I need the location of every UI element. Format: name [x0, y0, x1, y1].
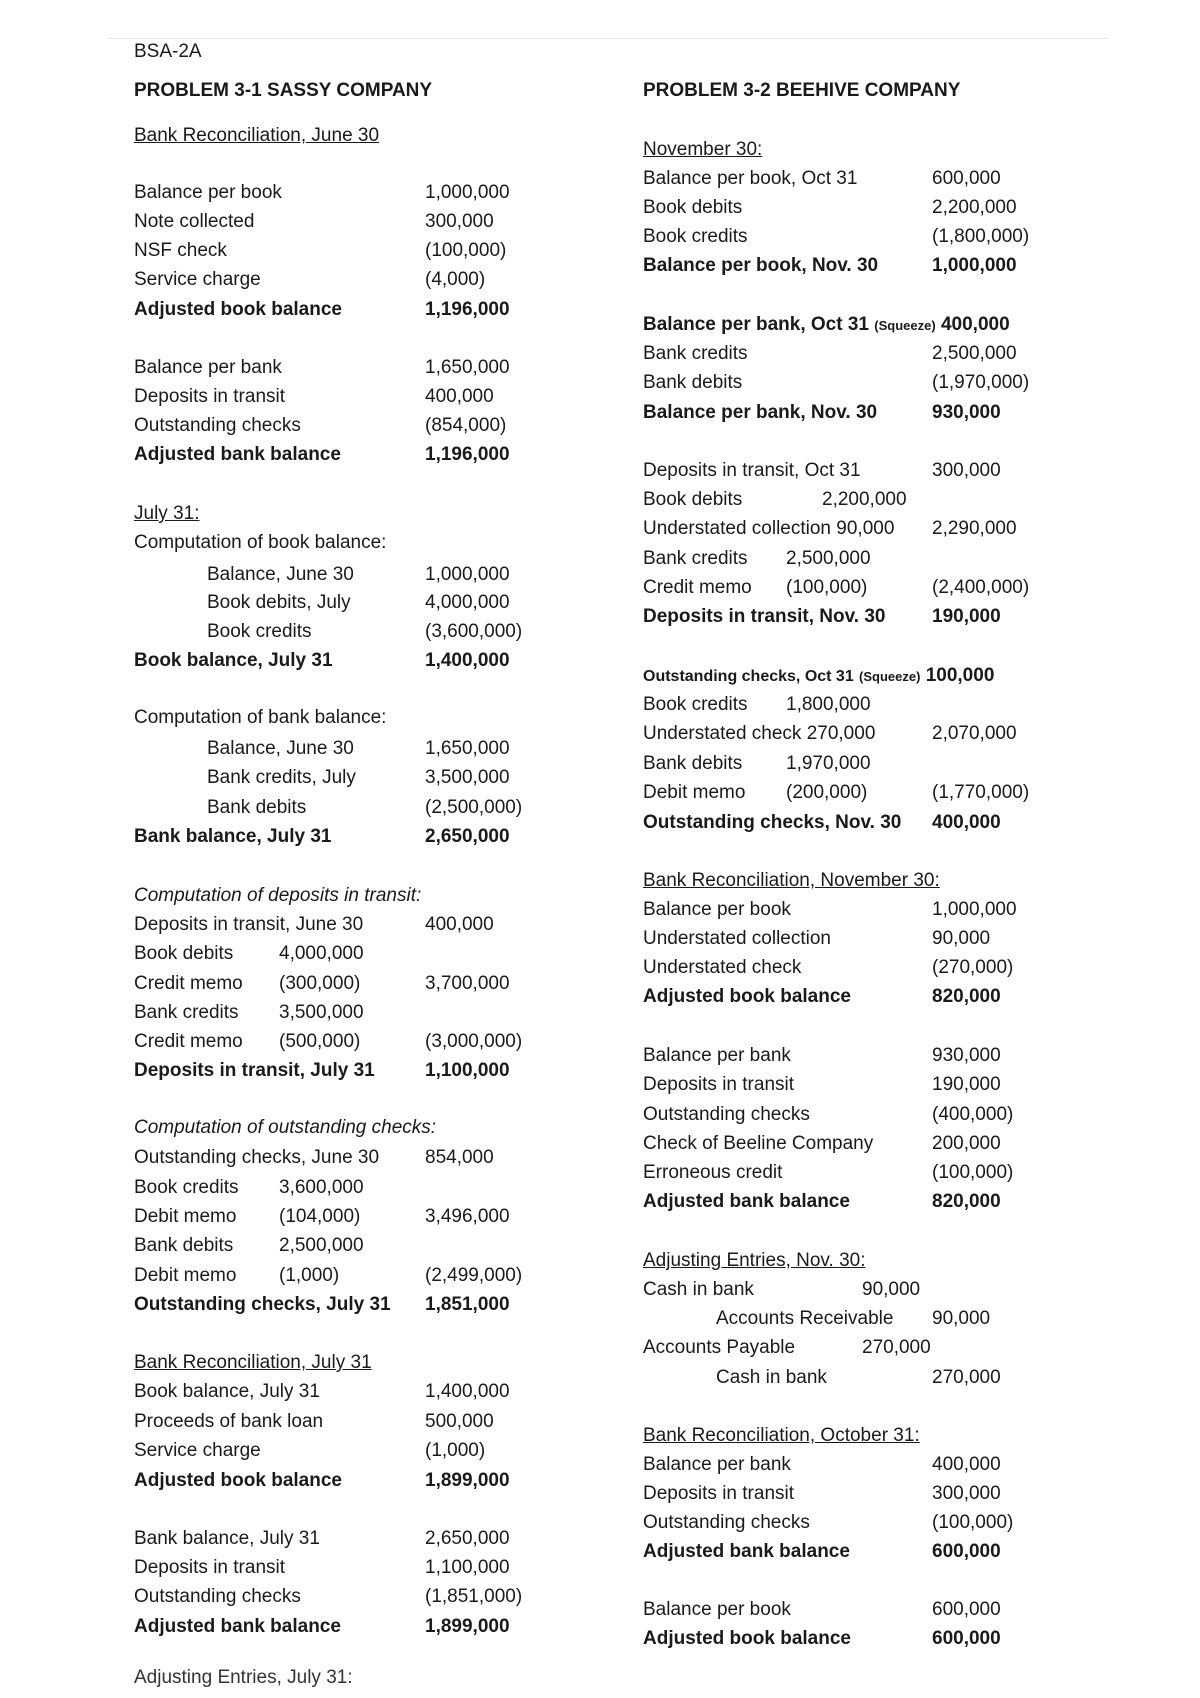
- row-label: Book debits: [643, 197, 743, 218]
- bank-comp-title: Computation of bank balance:: [134, 707, 387, 728]
- row-label: Understated check: [643, 957, 802, 978]
- row-value: (100,000): [425, 240, 507, 261]
- row-value: 300,000: [425, 211, 494, 232]
- row-value: 1,400,000: [425, 1381, 510, 1402]
- row-label: Deposits in transit: [643, 1074, 795, 1095]
- row-value-total: 820,000: [932, 986, 1001, 1007]
- row-value-total: 1,400,000: [425, 650, 510, 671]
- row-label-total: Deposits in transit, July 31: [134, 1060, 375, 1081]
- row-value-total: 1,196,000: [425, 299, 510, 320]
- row-value: (2,400,000): [932, 577, 1030, 598]
- row-label: Bank debits: [134, 1235, 234, 1256]
- row-mid: 2,500,000: [786, 548, 871, 569]
- squeeze-note: (Squeeze): [874, 318, 936, 333]
- row-label: Bank debits: [643, 372, 743, 393]
- july-heading: July 31:: [134, 503, 200, 524]
- dit-comp-title: Computation of deposits in transit:: [134, 885, 422, 906]
- row-label: Outstanding checks: [134, 1586, 301, 1607]
- row-label: Deposits in transit, Oct 31: [643, 460, 861, 481]
- row-mid: 1,970,000: [786, 753, 871, 774]
- row-label-total: Deposits in transit, Nov. 30: [643, 606, 886, 627]
- row-label-total: Adjusted bank balance: [134, 444, 341, 465]
- understated-collection-label: Understated collection: [643, 518, 831, 539]
- row-label-total: Bank balance, July 31: [134, 826, 332, 847]
- entry-debit: 270,000: [862, 1337, 931, 1358]
- row-label: Outstanding checks: [643, 1512, 810, 1533]
- row-label-total: Outstanding checks, July 31: [134, 1294, 391, 1315]
- row-mid: (1,000): [279, 1265, 340, 1286]
- problem-2-title: PROBLEM 3-2 BEEHIVE COMPANY: [643, 80, 961, 101]
- entry-account: Cash in bank: [643, 1279, 754, 1300]
- row-label: [643, 518, 894, 540]
- row-label: Book credits: [643, 226, 748, 247]
- row-value: 300,000: [932, 460, 1001, 481]
- row-label: Debit memo: [134, 1265, 237, 1286]
- row-value: (100,000): [932, 1512, 1014, 1533]
- cutoff-heading-text: Adjusting Entries, July 31:: [134, 1667, 353, 1688]
- row-value: 400,000: [932, 1454, 1001, 1475]
- row-value: (1,970,000): [932, 372, 1030, 393]
- row-value: 500,000: [425, 1411, 494, 1432]
- row-label: Service charge: [134, 1440, 261, 1461]
- row-value: (854,000): [425, 415, 507, 436]
- row-label: Balance per book: [134, 182, 282, 203]
- row-mid: 4,000,000: [279, 943, 364, 964]
- row-value: (4,000): [425, 269, 486, 290]
- row-value-total: 1,899,000: [425, 1616, 510, 1637]
- row-value-total: 600,000: [932, 1541, 1001, 1562]
- row-value-total: 2,650,000: [425, 826, 510, 847]
- oc-oct-value: 100,000: [925, 665, 995, 686]
- entry-account: Cash in bank: [716, 1367, 827, 1388]
- row-label: Balance per bank: [134, 357, 282, 378]
- row-label: Bank credits: [643, 548, 748, 569]
- squeeze-note: (Squeeze): [859, 669, 921, 684]
- row-value: 2,500,000: [932, 343, 1017, 364]
- row-value: 3,700,000: [425, 973, 510, 994]
- row-value: 2,290,000: [932, 518, 1017, 539]
- row-label: Bank credits: [134, 1002, 239, 1023]
- row-value-total: 1,851,000: [425, 1294, 510, 1315]
- row-label: Book debits, July: [207, 592, 351, 613]
- row-label: Book debits: [134, 943, 234, 964]
- row-label: Outstanding checks: [643, 1104, 810, 1125]
- adjusting-entries-heading: Adjusting Entries, Nov. 30:: [643, 1250, 866, 1271]
- row-label-total: Book balance, July 31: [134, 650, 333, 671]
- row-value: 2,200,000: [932, 197, 1017, 218]
- row-label: Book credits: [134, 1177, 239, 1198]
- cutoff-heading: [134, 1667, 374, 1691]
- row-label: Bank debits: [643, 753, 743, 774]
- row-label: Erroneous credit: [643, 1162, 783, 1183]
- row-label: Bank credits, July: [207, 767, 356, 788]
- row-value: (3,000,000): [425, 1031, 523, 1052]
- row-label: Bank balance, July 31: [134, 1528, 320, 1549]
- row-value: 930,000: [932, 1045, 1001, 1066]
- row-label: Book credits: [207, 621, 312, 642]
- row-value: 2,070,000: [932, 723, 1017, 744]
- entry-debit: 90,000: [862, 1279, 921, 1300]
- row-label: Bank debits: [207, 797, 307, 818]
- row-value: 600,000: [932, 1599, 1001, 1620]
- row-value: 1,000,000: [425, 564, 510, 585]
- nov-heading: November 30:: [643, 139, 763, 160]
- row-label: Debit memo: [134, 1206, 237, 1227]
- row-value: (1,000): [425, 1440, 486, 1461]
- bank-oct-label: Balance per bank, Oct 31: [643, 314, 869, 335]
- row-label: Balance per book: [643, 899, 791, 920]
- row-value: (3,600,000): [425, 621, 523, 642]
- row-mid: (500,000): [279, 1031, 361, 1052]
- oct-recon-heading: Bank Reconciliation, October 31:: [643, 1425, 920, 1446]
- row-label: Proceeds of bank loan: [134, 1411, 324, 1432]
- row-value-total: 190,000: [932, 606, 1001, 627]
- row-value-total: 1,196,000: [425, 444, 510, 465]
- row-label: Bank credits: [643, 343, 748, 364]
- row-value: (2,500,000): [425, 797, 523, 818]
- row-value: 3,496,000: [425, 1206, 510, 1227]
- row-label: Check of Beeline Company: [643, 1133, 874, 1154]
- row-label: NSF check: [134, 240, 227, 261]
- row-label-total: Adjusted book balance: [643, 1628, 851, 1649]
- row-label: Balance, June 30: [207, 738, 354, 759]
- row-label-total: [643, 314, 1010, 337]
- row-label: Understated collection: [643, 928, 831, 949]
- row-mid: 90,000: [836, 518, 895, 539]
- row-value: 4,000,000: [425, 592, 510, 613]
- row-label: Credit memo: [134, 973, 243, 994]
- row-value-total: 1,000,000: [932, 255, 1017, 276]
- row-mid: (300,000): [279, 973, 361, 994]
- row-label: Outstanding checks: [134, 415, 301, 436]
- row-label: Deposits in transit: [643, 1483, 795, 1504]
- row-mid: 1,800,000: [786, 694, 871, 715]
- row-label-total: Adjusted bank balance: [643, 1191, 850, 1212]
- entry-credit: 270,000: [932, 1367, 1001, 1388]
- row-label: Balance per bank: [643, 1045, 791, 1066]
- row-value: 400,000: [425, 386, 494, 407]
- row-value: (1,800,000): [932, 226, 1030, 247]
- nov-recon-heading: Bank Reconciliation, November 30:: [643, 870, 940, 891]
- row-label-total: Adjusted book balance: [643, 986, 851, 1007]
- row-value: 90,000: [932, 928, 991, 949]
- row-value: 1,000,000: [425, 182, 510, 203]
- row-value: 2,650,000: [425, 1528, 510, 1549]
- row-value: (400,000): [932, 1104, 1014, 1125]
- row-label-total: Balance per book, Nov. 30: [643, 255, 879, 276]
- understated-check-label: Understated check: [643, 723, 802, 744]
- row-label-total: Adjusted book balance: [134, 299, 342, 320]
- row-mid: 270,000: [806, 723, 876, 744]
- row-value: 600,000: [932, 168, 1001, 189]
- row-value: 400,000: [425, 914, 494, 935]
- row-label: Deposits in transit: [134, 386, 286, 407]
- row-value: 190,000: [932, 1074, 1001, 1095]
- row-label: Balance per book: [643, 1599, 791, 1620]
- row-value: 1,000,000: [932, 899, 1017, 920]
- entry-credit: 90,000: [932, 1308, 991, 1329]
- july-recon-heading: Bank Reconciliation, July 31: [134, 1352, 372, 1373]
- row-value: 1,100,000: [425, 1557, 510, 1578]
- problem-1-title: PROBLEM 3-1 SASSY COMPANY: [134, 80, 433, 101]
- row-value-total: 400,000: [932, 812, 1001, 833]
- row-label-total: Outstanding checks, Nov. 30: [643, 812, 902, 833]
- oc-oct-label: Outstanding checks, Oct 31: [643, 668, 854, 685]
- row-value: 1,650,000: [425, 738, 510, 759]
- row-value: (1,770,000): [932, 782, 1030, 803]
- row-label-total: Adjusted bank balance: [643, 1541, 850, 1562]
- top-divider: [108, 38, 1108, 39]
- row-label: Credit memo: [643, 577, 752, 598]
- row-label: Balance per book, Oct 31: [643, 168, 858, 189]
- row-label-total: Balance per bank, Nov. 30: [643, 402, 878, 423]
- row-label: [643, 723, 875, 745]
- row-mid: 3,600,000: [279, 1177, 364, 1198]
- oc-comp-title: Computation of outstanding checks:: [134, 1117, 437, 1138]
- row-label: Book balance, July 31: [134, 1381, 320, 1402]
- row-label: Deposits in transit: [134, 1557, 286, 1578]
- row-label: Deposits in transit, June 30: [134, 914, 364, 935]
- bank-oct-value: 400,000: [940, 314, 1010, 335]
- row-label: Book debits: [643, 489, 743, 510]
- row-label: Balance per bank: [643, 1454, 791, 1475]
- row-value-total: 600,000: [932, 1628, 1001, 1649]
- row-label-total: Adjusted bank balance: [134, 1616, 341, 1637]
- row-mid: (100,000): [786, 577, 868, 598]
- entry-account: Accounts Receivable: [716, 1308, 894, 1329]
- row-mid: (200,000): [786, 782, 868, 803]
- row-value: 854,000: [425, 1147, 494, 1168]
- entry-account: Accounts Payable: [643, 1337, 796, 1358]
- row-value-total: 930,000: [932, 402, 1001, 423]
- row-label: Credit memo: [134, 1031, 243, 1052]
- row-value: 300,000: [932, 1483, 1001, 1504]
- row-value: 3,500,000: [425, 767, 510, 788]
- row-mid: 2,200,000: [822, 489, 907, 510]
- row-value: 200,000: [932, 1133, 1001, 1154]
- row-label: Balance, June 30: [207, 564, 354, 585]
- row-value-total: 1,899,000: [425, 1470, 510, 1491]
- book-comp-title: Computation of book balance:: [134, 532, 387, 553]
- row-mid: (104,000): [279, 1206, 361, 1227]
- june-recon-heading: Bank Reconciliation, June 30: [134, 125, 380, 146]
- row-label: Outstanding checks, June 30: [134, 1147, 380, 1168]
- row-value: (270,000): [932, 957, 1014, 978]
- row-label-total: [643, 665, 994, 688]
- row-value-total: 820,000: [932, 1191, 1001, 1212]
- row-value: (2,499,000): [425, 1265, 523, 1286]
- row-value: (1,851,000): [425, 1586, 523, 1607]
- row-mid: 2,500,000: [279, 1235, 364, 1256]
- row-label: Book credits: [643, 694, 748, 715]
- row-value: 1,650,000: [425, 357, 510, 378]
- row-label: Service charge: [134, 269, 261, 290]
- row-mid: 3,500,000: [279, 1002, 364, 1023]
- row-value: (100,000): [932, 1162, 1014, 1183]
- row-label: Debit memo: [643, 782, 746, 803]
- row-label: Note collected: [134, 211, 255, 232]
- row-label-total: Adjusted book balance: [134, 1470, 342, 1491]
- course-code: BSA-2A: [134, 41, 202, 62]
- row-value-total: 1,100,000: [425, 1060, 510, 1081]
